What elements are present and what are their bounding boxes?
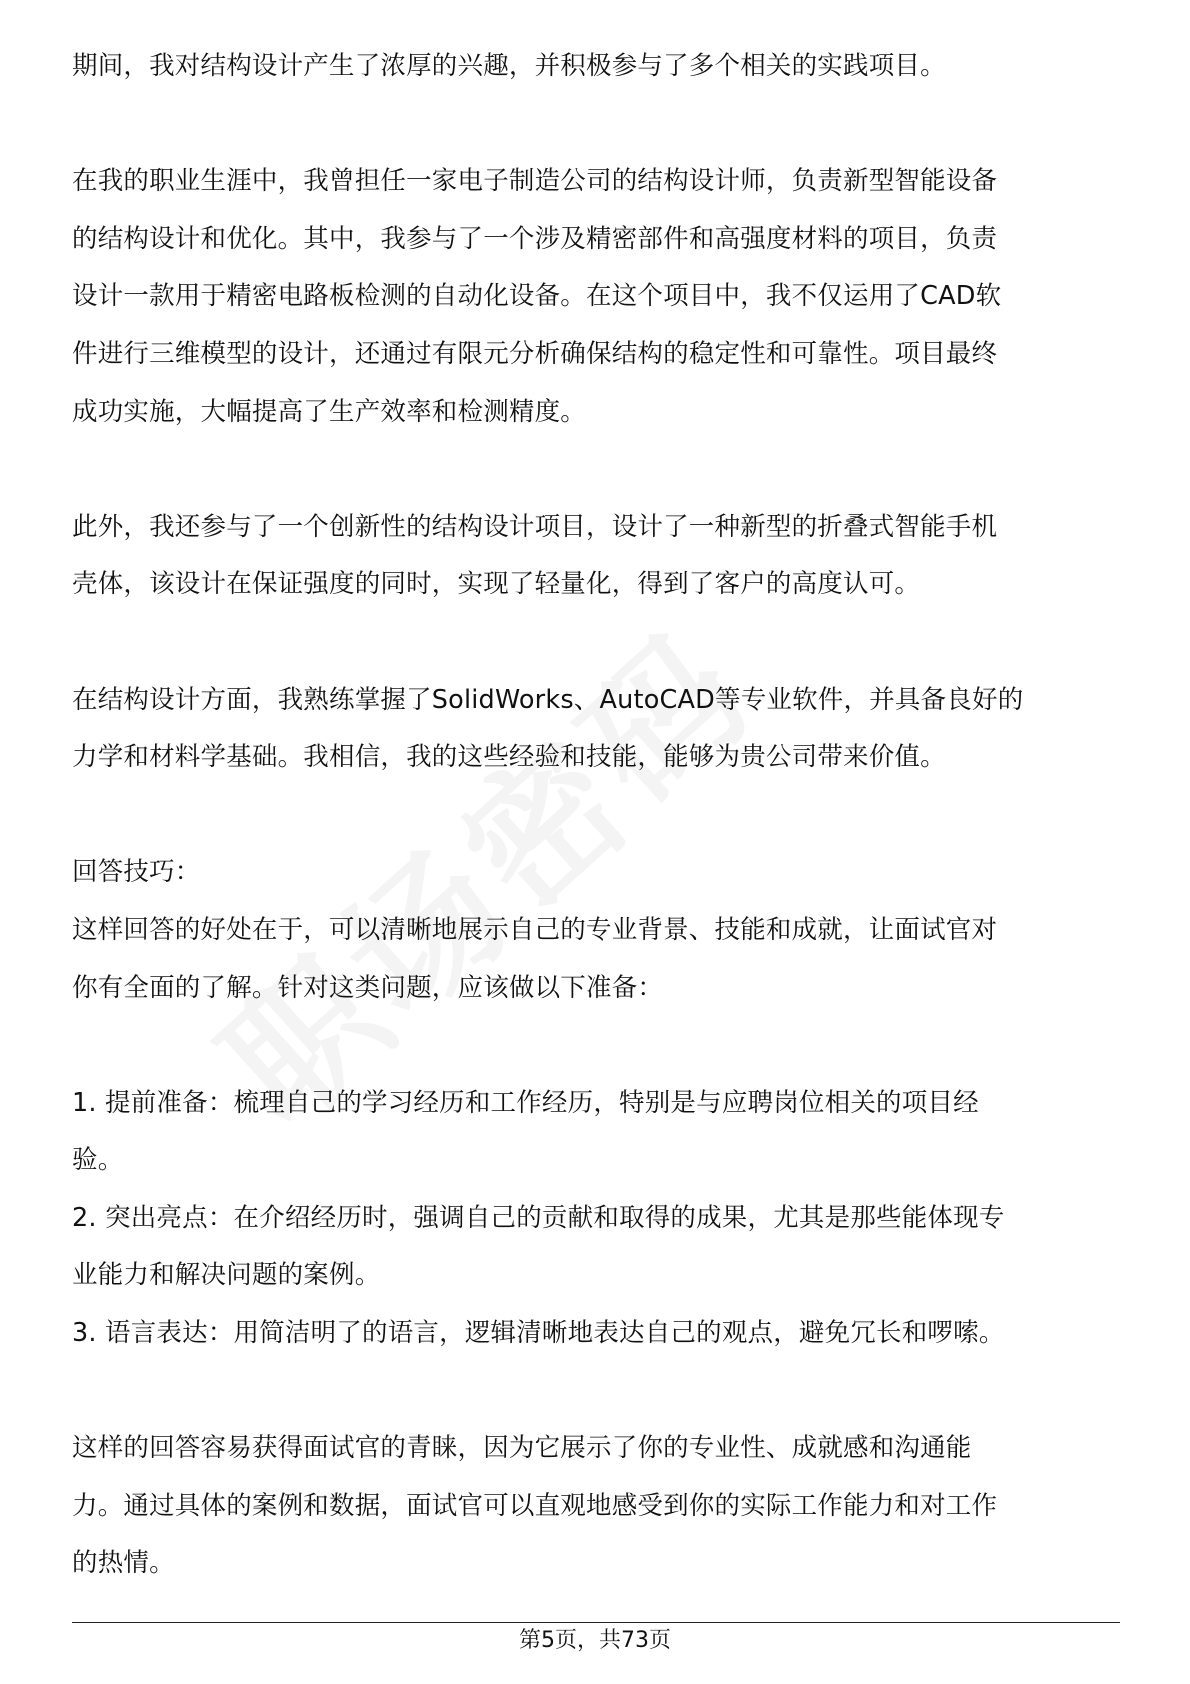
text-line: 回答技巧： xyxy=(72,857,201,888)
text-line: 2. 突出亮点：在介绍经历时，强调自己的贡献和取得的成果，尤其是那些能体现专 xyxy=(72,1202,1005,1233)
text-line: 此外，我还参与了一个创新性的结构设计项目，设计了一种新型的折叠式智能手机 xyxy=(72,511,998,542)
text-line: 壳体，该设计在保证强度的同时，实现了轻量化，得到了客户的高度认可。 xyxy=(72,569,921,600)
text-line: 力。通过具体的案例和数据，面试官可以直观地感受到你的实际工作能力和对工作 xyxy=(72,1490,998,1521)
text-line: 业能力和解决问题的案例。 xyxy=(72,1260,381,1291)
blank-line xyxy=(72,441,1120,499)
text-line: 在结构设计方面，我熟练掌握了SolidWorks、AutoCAD等专业软件，并具备良好的 xyxy=(72,684,1024,715)
text-line: 期间，我对结构设计产生了浓厚的兴趣，并积极参与了多个相关的实践项目。 xyxy=(72,51,946,81)
text-line: 在我的职业生涯中，我曾担任一家电子制造公司的结构设计师，负责新型智能设备 xyxy=(72,166,998,197)
text-line: 力学和材料学基础。我相信，我的这些经验和技能，能够为贵公司带来价值。 xyxy=(72,742,946,773)
text-line: 设计一款用于精密电路板检测的自动化设备。在这个项目中，我不仅运用了CAD软 xyxy=(72,281,1002,312)
text-line: 这样的回答容易获得面试官的青睐，因为它展示了你的专业性、成就感和沟通能 xyxy=(72,1433,972,1464)
body-text xyxy=(72,38,1120,1593)
blank-line xyxy=(72,96,1120,154)
text-line: 成功实施，大幅提高了生产效率和检测精度。 xyxy=(72,396,587,427)
footer-divider xyxy=(72,1622,1120,1623)
text-line: 验。 xyxy=(72,1145,124,1176)
text-line: 你有全面的了解。针对这类问题，应该做以下准备： xyxy=(72,972,664,1003)
text-line: 这样回答的好处在于，可以清晰地展示自己的专业背景、技能和成就，让面试官对 xyxy=(72,914,998,945)
page-number: 第5页，共73页 xyxy=(519,1628,671,1653)
blank-line xyxy=(72,1017,1120,1075)
text-line: 的热情。 xyxy=(72,1548,175,1579)
text-line: 1. 提前准备：梳理自己的学习经历和工作经历，特别是与应聘岗位相关的项目经 xyxy=(72,1087,979,1118)
text-line: 3. 语言表达：用简洁明了的语言，逻辑清晰地表达自己的观点，避免冗长和啰嗦。 xyxy=(72,1318,1005,1349)
blank-line xyxy=(72,614,1120,672)
blank-line xyxy=(72,787,1120,845)
text-line: 件进行三维模型的设计，还通过有限元分析确保结构的稳定性和可靠性。项目最终 xyxy=(72,338,998,369)
text-line: 的结构设计和优化。其中，我参与了一个涉及精密部件和高强度材料的项目，负责 xyxy=(72,223,998,254)
blank-line xyxy=(72,1363,1120,1421)
